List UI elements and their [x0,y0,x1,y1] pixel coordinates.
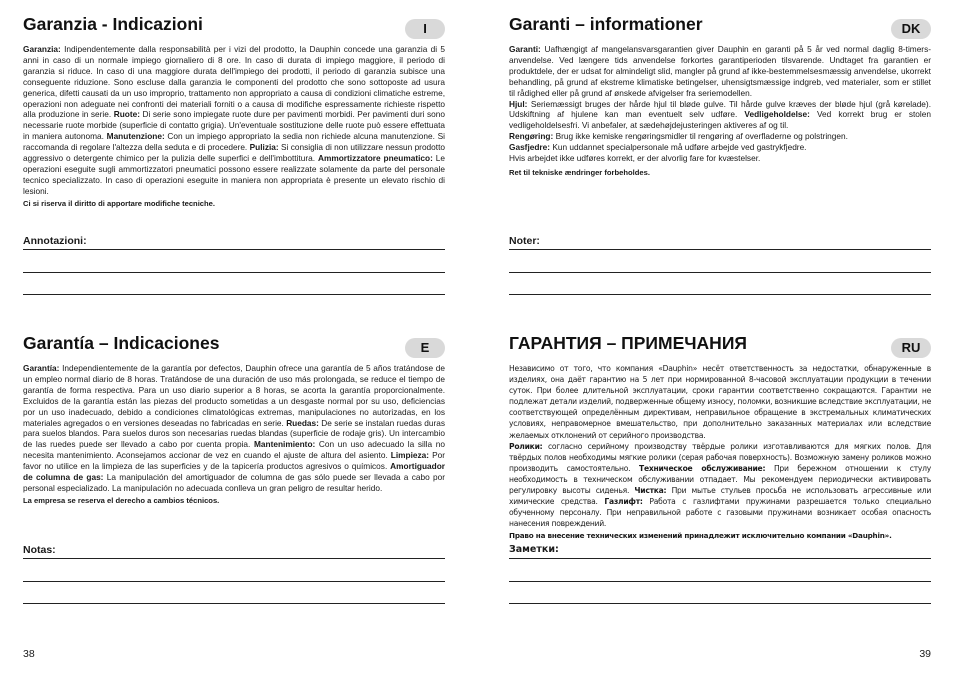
notes-spanish [23,544,445,604]
note-line [23,273,445,295]
label-warranty: Garanzia: [23,44,61,54]
label-gas-spring: Amortiguador de columna de gas: [23,461,445,483]
notes-label: Заметки: [509,544,559,555]
warranty-text [23,363,445,494]
text-gas-spring: Kun uddannet specialpersonale må udføre arbejde ved gastrykfjedre. [552,142,807,153]
section-spanish [23,331,445,506]
page-number-left: 38 [23,648,35,660]
label-cleaning: Rengøring: [509,131,554,142]
text-gas-spring: Le operazioni eseguite sugli ammortizzatori pneumatici possono essere realizzate solamente da parte del personale tecnico specializzato. In caso di operazioni eseguite in maniera non appropriata è presente un elevato rischio di lesioni. [23,153,446,196]
warranty-text [509,363,931,529]
text-maintenance: Con un impiego appropriato la sedia non richiede alcuna manutenzione. Si raccomanda di regolare l'altezza della seduta e di procedere. [23,131,445,153]
text-cleaning: Brug ikke kemiske rengøringsmidler til rengøring af overfladerne og polstringen. [555,131,848,142]
note-line [509,559,931,582]
label-gas-spring: Газлифт: [604,497,643,507]
language-badge: RU [891,338,931,358]
section-title: Garanzia - Indicazioni [23,14,203,34]
section-italian [23,12,445,209]
note-line [23,582,445,604]
text-warranty: Indipendentemente dalla responsabilità per i vizi del prodotto, la Dauphin concede una garanzia di 5 anni in caso di un normale impiego giornaliero di 8 ore. In caso di durata di impiego maggiore, il periodo di garanzia si riduce. In caso di una maggiore durata dell'impiego dei prodotti, il periodo di garanzia subisce una conseguente riduzione. Sono escluse dalla garanzia le componenti del prodotto che sono sottoposte ad usura generica, difetti causati da un uso improprio, trattamento non appropriato a causa di condizioni climatiche estreme, operazioni non adeguate nei confronti dei materiali forniti o a causa di modifiche espressamente richieste rispetto alla produzione in serie. [23,44,446,120]
text-cleaning: При мытье стульев просьба не использовать агрессивные или химические средства. [509,486,932,507]
notes-russian [509,544,931,604]
text-maintenance: Ved korrekt brug er stolen vedligeholdelsesfri. Vi anbefaler, at sædehøjdejusteringen aktiveres af og til. [509,109,931,131]
text-maintenance: Con un uso adecuado la silla no necesita mantenimiento. Aconsejamos accionar de vez en cuando el ajuste de altura del asiento. [23,439,445,461]
label-maintenance: Manutenzione: [106,131,165,142]
label-maintenance: Техническое обслуживание: [639,463,766,473]
text-gas-spring: La manipulación del amortiguador de columna de gas sólo puede ser llevada a cabo por personal especializado. La manipulación no adecuada conlleva un gran peligro de resultar herido. [23,472,445,493]
notes-label: Noter: [509,235,540,247]
technical-reserve-note: Ret til tekniske ændringer forbeholdes. [509,167,650,177]
notes-label: Notas: [23,544,56,556]
label-wheels: Hjul: [509,98,528,109]
label-cleaning: Чистка: [634,486,667,496]
label-maintenance: Mantenimiento: [253,439,316,450]
text-gas-spring-warning: Hvis arbejdet ikke udføres korrekt, er der alvorlig fare for kvæstelser. [509,153,761,164]
section-header [23,331,445,363]
text-wheels: Di serie sono impiegate ruote dure per pavimenti morbidi. Per pavimenti duri sono necessarie ruote morbide (superficie di contatto grigia). Un'eventuale sostituzione delle ruote può essere effettuata in maniera autonoma. [23,109,445,142]
note-line [23,250,445,273]
note-line [509,273,931,295]
technical-reserve-note: La empresa se reserva el derecho a cambios técnicos. [23,495,220,505]
label-warranty: Garanti: [509,44,541,54]
technical-reserve-note: Право на внесение технических изменений принадлежит исключительно компании «Dauphin». [509,531,892,541]
text-wheels: De serie se instalan ruedas duras para suelos blandos. Para suelos duros son necesarias ruedas blandas (superficie de rodaje gris). Un intercambio de las ruedes puede ser llevado a cabo por cuenta propia. [23,417,446,450]
section-header [23,12,445,44]
section-title: Garanti – informationer [509,14,703,34]
note-line [509,582,931,604]
text-cleaning: Si consiglia di non utilizzare nessun prodotto aggressivo o detergente chimico per la pulizia delle superfici e dell'imbottitura. [23,142,446,164]
language-badge: DK [891,19,931,39]
text-maintenance: При бережном отношении к стулу необходимость в техническом обслуживании отпадает. Мы рекомендуем периодически активировать регулировку высоты сиденья. [509,463,931,496]
language-badge: I [405,19,445,39]
section-title: Garantía – Indicaciones [23,333,220,353]
text-cleaning: Por favor no utilice en la limpieza de las superficies y de la tapicería productos agresivos o químicos. [23,450,445,472]
note-line [23,559,445,582]
section-header [509,331,931,363]
language-badge: E [405,338,445,358]
section-title: ГАРАНТИЯ – ПРИМЕЧАНИЯ [509,333,747,353]
notes-danish [509,235,931,295]
text-wheels: Seriemæssigt bruges der hårde hjul til bløde gulve. Til hårde gulve kræves der bløde hjul (grå kørelade). Udskiftning af hjulene kan man eventuelt selv udføre. [509,98,931,120]
notes-label: Annotazioni: [23,235,87,247]
label-wheels: Ruedas: [286,417,319,428]
text-warranty: Независимо от того, что компания «Dauphin» несёт ответственность за недостатки, обнаруженные в изделиях, она даёт гарантию на 5 лет при нормированной 8-часовой эксплуатации продукции в течении суток. При более длительной эксплуатации, сроки гарантии соответственно сокращаются. Гарантии не подлежат детали изделий, подверженные общему износу, поломки, возникшие вследствие эксплуатации, не соответствующей определённым директивам, неправильное обращение в экстремальных климатических условиях, неправомерное вмешательство, при дополнительно заказанных материалах или вследствие желаемых отклонений от серийного производства. [509,364,931,440]
label-cleaning: Limpieza: [390,450,430,461]
page-number-right: 39 [919,648,931,660]
text-gas-spring: Работа с газлифтами пружинами разрешается только специально обученному персоналу. При неправильной работе с газовыми пружинами возникает особая опасность нанесения повреждений. [509,497,932,529]
note-line [509,250,931,273]
notes-italian [23,235,445,295]
label-warranty: Garantía: [23,363,60,373]
text-warranty: Independientemente de la garantía por defectos, Dauphin ofrece una garantía de 5 años tratándose de un empleo normal diario de 8 horas. Tratándose de una duración de uso más prolongada, se reduce el tiempo de garantía de forma respectiva. Para un uso diario superior a 8 horas, se acorta la garantía proporcionalmente. Excluidos de la garantía están las piezas del producto sometidas a un desgaste normal por su uso, deficiencias por un uso inadecuado, debido a condiciones climatológicas extremas, manipulaciones no autorizadas, en los materiales agregados o en versiones deseadas no fabricadas en serie. [23,363,445,428]
section-russian [509,331,931,541]
text-warranty: Uafhængigt af mangelansvarsgarantien giver Dauphin en garanti på 5 år ved normal daglig 8-timers-anvendelse. Ved længere tids anvendelse forkortes garantiperioden tilsvarende. Undtaget fra garantien er produktdele, der er udsat for almindeligt slid, mangler på grund af ikke-bestemmelsesmæssig anvendelse, ukorrekt behandling, på grund af ekstreme klimatiske betingelser, uhensigtsmæssige indgreb, ved materialer, som er stillet til rådighed eller på grund af ønskede afvigelser fra seriemodellen. [509,44,931,98]
warranty-text [23,44,445,197]
text-wheels: согласно серийному производству твёрдые ролики изготавливаются для мягких полов. Для твёрдых полов необходимы мягкие ролики (серая рабочая поверхность). Возможную замену роликов можно производить самостоятельно. [509,441,931,473]
section-header [509,12,931,44]
label-wheels: Ruote: [113,109,140,120]
label-maintenance: Vedligeholdelse: [744,109,810,120]
warranty-text [509,44,931,164]
label-cleaning: Pulizia: [249,142,279,153]
label-gas-spring: Ammortizzatore pneumatico: [317,153,433,164]
section-danish [509,12,931,178]
label-gas-spring: Gasfjedre: [509,142,551,153]
label-wheels: Ролики: [509,441,543,451]
technical-reserve-note: Ci si riserva il diritto di apportare modifiche tecniche. [23,198,216,208]
